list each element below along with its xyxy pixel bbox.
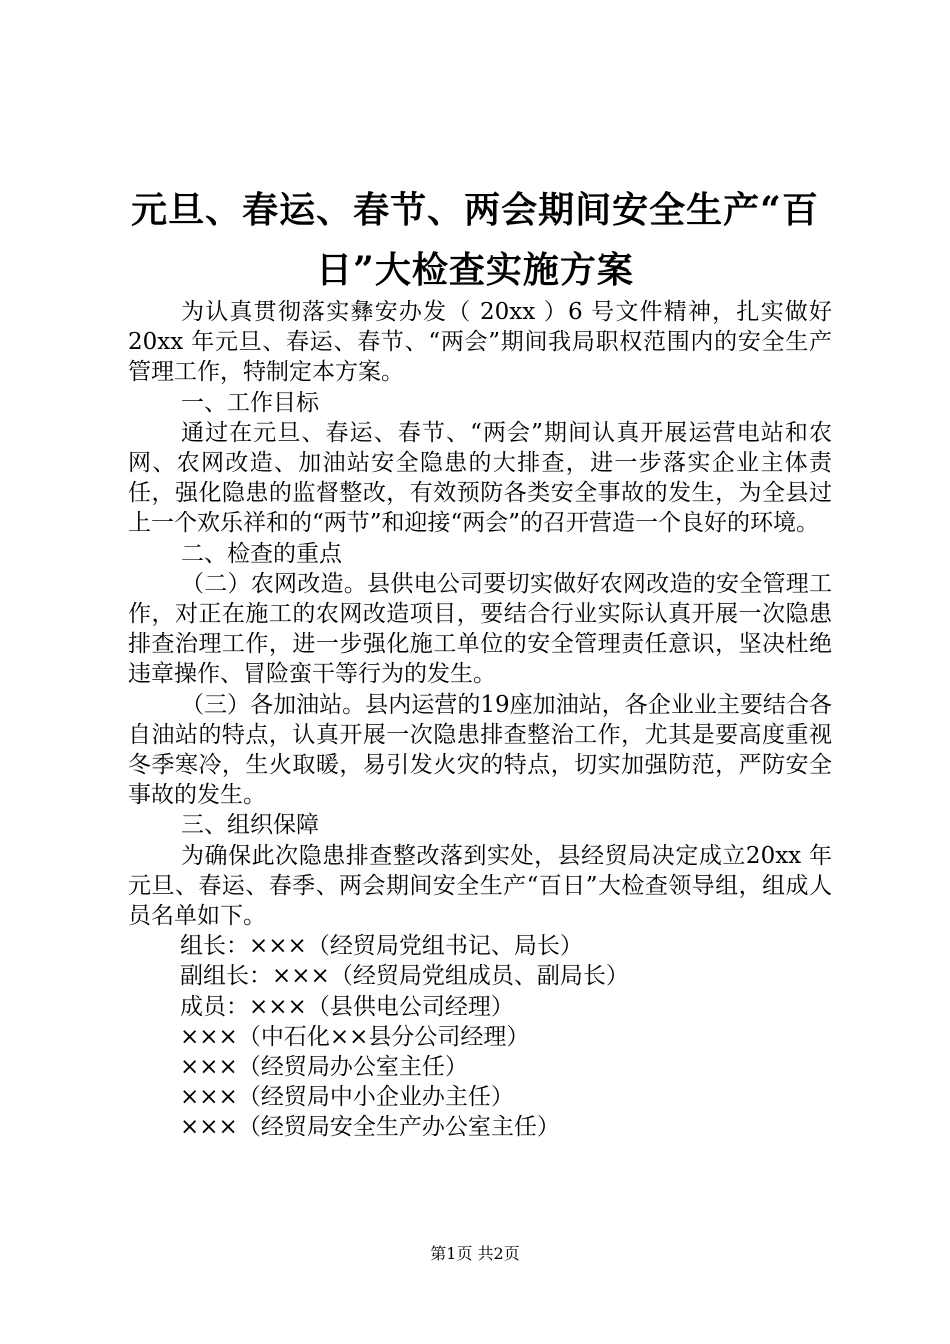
member-list-item: 副组长：×××（经贸局党组成员、副局长） [180, 963, 629, 990]
member-list-item: ×××（中石化××县分公司经理） [180, 1023, 530, 1050]
member-list-item: ×××（经贸局安全生产办公室主任） [180, 1114, 560, 1141]
section-heading-goals: 一、工作目标 [181, 389, 319, 416]
goals-paragraph: 通过在元旦、春运、春节、“两会”期间认真开展运营电站和农网、农网改造、加油站安全隐患的大排查，进一步落实企业主体责任，强化隐患的监督整改，有效预防各类安全事故的发生，为全县过上一个欢乐祥和的“两节”和迎接“两会”的召开营造一个良好的环境。 [128, 419, 832, 537]
section-heading-organization: 三、组织保障 [181, 812, 319, 839]
member-list-item: ×××（经贸局中小企业办主任） [180, 1084, 514, 1111]
member-list-item: 成员：×××（县供电公司经理） [180, 993, 514, 1020]
document-title-line-2: 日”大检查实施方案 [316, 249, 634, 291]
focus-item-gas-stations: （三）各加油站。县内运营的19座加油站，各企业业主要结合各自油站的特点，认真开展一次隐患排查整治工作，尤其是要高度重视冬季寒冷，生火取暖，易引发火灾的特点，切实加强防范，严防安全事故的发生。 [128, 691, 832, 809]
page-number-footer: 第1页 共2页 [430, 1244, 520, 1263]
document-body [128, 297, 832, 1143]
section-heading-focus: 二、检查的重点 [181, 540, 342, 567]
member-list-item: 组长：×××（经贸局党组书记、局长） [180, 933, 583, 960]
intro-paragraph: 为认真贯彻落实彝安办发（ 20xx ）6 号文件精神，扎实做好20xx 年元旦、春运、春节、“两会”期间我局职权范围内的安全生产管理工作，特制定本方案。 [128, 299, 832, 386]
member-list-item: ×××（经贸局办公室主任） [180, 1054, 468, 1081]
organization-paragraph: 为确保此次隐患排查整改落到实处，县经贸局决定成立20xx 年元旦、春运、春季、两会期间安全生产“百日”大检查领导组，组成人员名单如下。 [128, 842, 832, 930]
focus-item-grid-upgrade: （二）农网改造。县供电公司要切实做好农网改造的安全管理工作，对正在施工的农网改造项目，要结合行业实际认真开展一次隐患排查治理工作，进一步强化施工单位的安全管理责任意识，坚决杜绝违章操作、冒险蛮干等行为的发生。 [128, 570, 832, 688]
document-title-line-1: 元旦、春运、春节、两会期间安全生产“百 [131, 189, 819, 231]
